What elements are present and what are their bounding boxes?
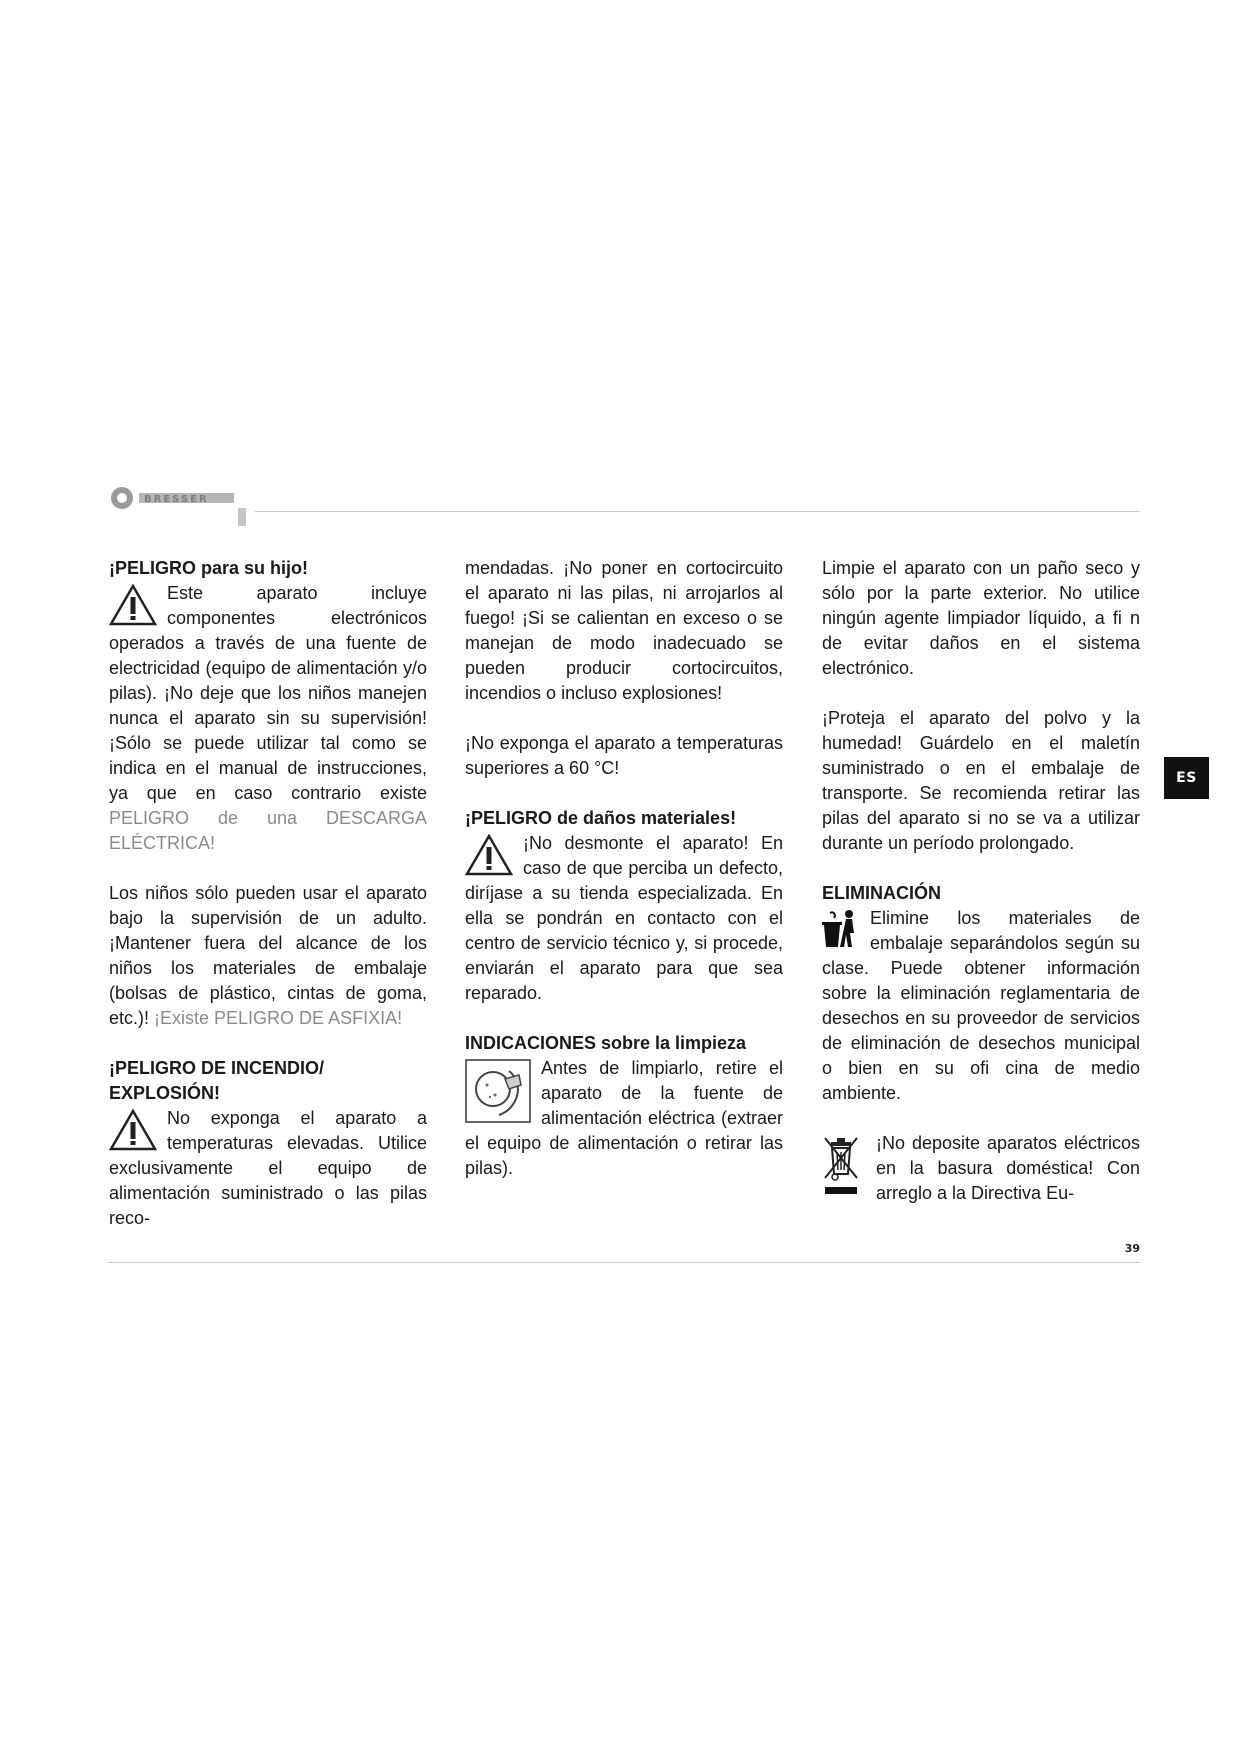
heading-child-danger: ¡PELIGRO para su hijo!	[109, 558, 309, 578]
heading-material-damage: ¡PELIGRO de daños materiales!	[465, 808, 737, 828]
paragraph-dry-cloth: Limpie el aparato con un paño seco y sólo por la parte exterior. No utilice ningún agente limpiador líquido, a fi n de evitar daños en el sistema electrónico.	[822, 558, 1140, 678]
cleaning-cloth-icon	[465, 1059, 531, 1123]
paragraph-fire-explosion: No exponga el aparato a temperaturas elevadas. Utilice exclusivamente el equipo de alimentación suministrado o las pilas reco-	[109, 1108, 427, 1228]
heading-cleaning: INDICACIONES sobre la limpieza	[465, 1033, 747, 1053]
paragraph-weee: ¡No deposite aparatos eléctricos en la basura doméstica! Con arreglo a la Directiva Eu-	[822, 1131, 1140, 1206]
heading-disposal: ELIMINACIÓN	[822, 883, 941, 903]
heading-fire-explosion: ¡PELIGRO DE INCENDIO/ EXPLOSIÓN!	[109, 1058, 325, 1103]
footer-divider	[108, 1262, 1140, 1263]
brand-logo	[108, 486, 258, 530]
warning-triangle-icon	[465, 834, 513, 876]
page-number: 39	[1124, 1242, 1140, 1255]
crossed-out-wheelie-bin-icon	[822, 1134, 860, 1196]
paragraph-cleaning: Antes de limpiarlo, retire el aparato de la fuente de alimentación eléctrica (extraer el equipo de alimentación o retirar las pilas).	[465, 1058, 783, 1178]
paragraph-material-damage: ¡No desmonte el aparato! En caso de que perciba un defecto, diríjase a su tienda especializada. En ella se pondrán en contacto con el centro de servicio técnico y, si procede, enviarán el aparato para que sea reparado.	[465, 833, 783, 1003]
litter-bin-icon	[822, 909, 860, 949]
paragraph-short-circuit: mendadas. ¡No poner en cortocircuito el aparato ni las pilas, ni arrojarlos al fuego! ¡Si se calientan en exceso o se manejan de modo inadecuado se pueden producir cortocircuitos, incendios o incluso explosiones!	[465, 558, 783, 703]
warning-triangle-icon	[109, 1109, 157, 1151]
paragraph-dust-humidity: ¡Proteja el aparato del polvo y la humedad! Guárdelo en el maletín suministrado o en el embalaje de transporte. Se recomienda retirar las pilas del aparato si no se va a utilizar durante un período prolongado.	[822, 708, 1140, 853]
paragraph-packaging-disposal: Elimine los materiales de embalaje separándolos según su clase. Puede obtener información sobre la eliminación reglamentaria de desechos en su proveedor de servicios de eliminación de desechos municipal o bien en su ofi cina de medio ambiente.	[822, 908, 1140, 1103]
column-middle	[465, 556, 783, 1206]
paragraph-child-danger: Este aparato incluye componentes electrónicos operados a través de una fuente de electricidad (equipo de alimentación y/o pilas). ¡No deje que los niños manejen nunca el aparato sin su supervisión! ¡Sólo se puede utilizar tal como se indica en el manual de instrucciones, ya que en caso contrario existe PELIGRO de una DESCARGA ELÉCTRICA!	[109, 583, 427, 853]
paragraph-children-supervision: Los niños sólo pueden usar el aparato bajo la supervisión de un adulto. ¡Mantener fuera del alcance de los niños los materiales de embalaje (bolsas de plástico, cintas de goma, etc.)! ¡Existe PELIGRO DE ASFIXIA!	[109, 883, 427, 1028]
column-right	[822, 556, 1140, 1231]
column-left	[109, 556, 427, 1256]
header-divider	[255, 511, 1140, 512]
svg-text:BRESSER: BRESSER	[144, 494, 209, 505]
language-tab: ES	[1164, 757, 1209, 799]
warning-triangle-icon	[109, 584, 157, 626]
paragraph-temperature: ¡No exponga el aparato a temperaturas superiores a 60 °C!	[465, 733, 783, 778]
